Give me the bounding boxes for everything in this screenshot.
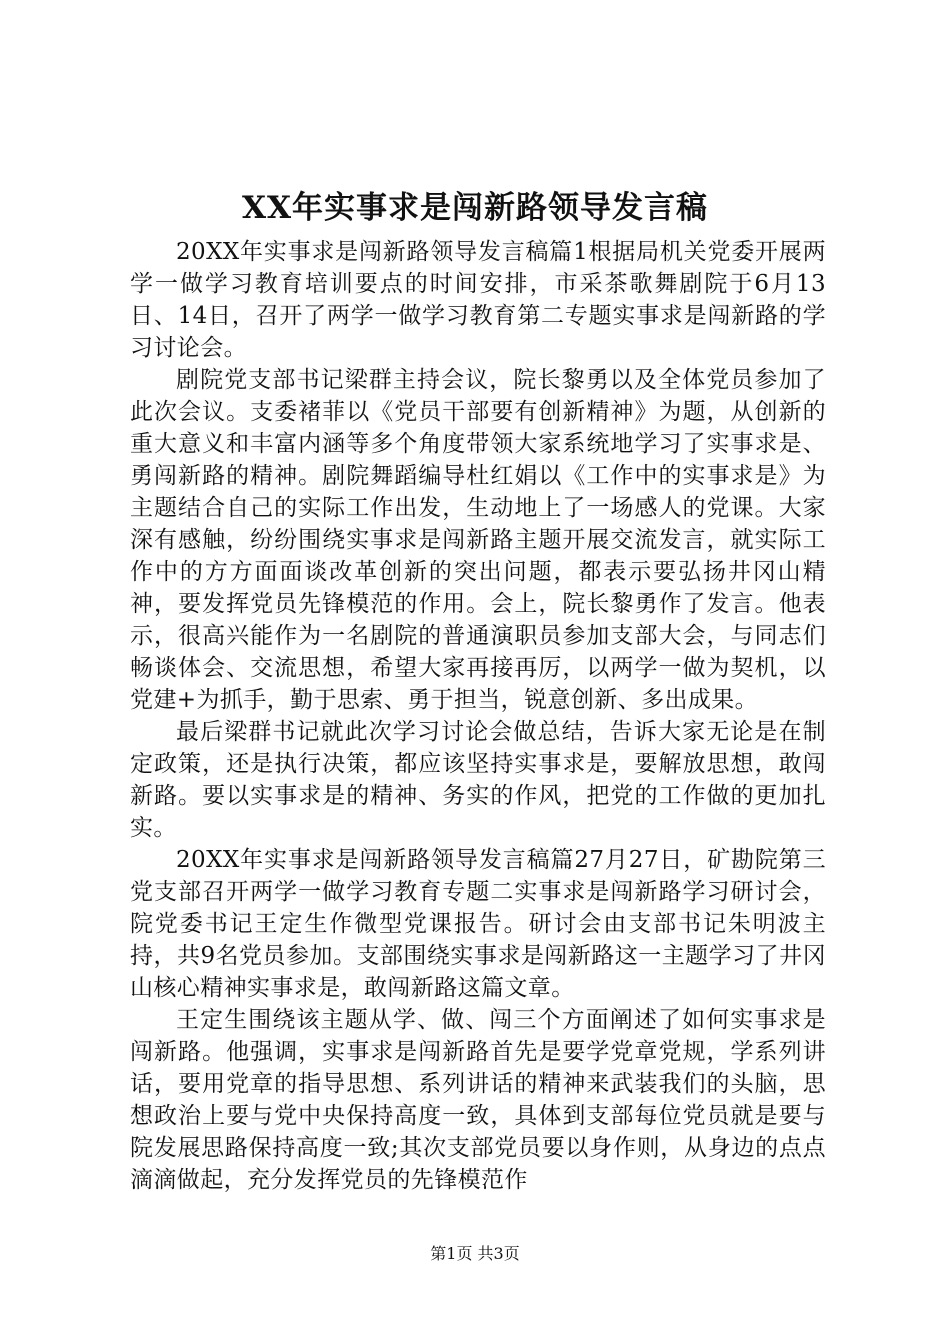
- page-footer: 第1页 共3页: [430, 1244, 520, 1263]
- paragraph: 剧院党支部书记梁群主持会议，院长黎勇以及全体党员参加了此次会议。支委褚菲以《党员干部要有创新精神》为题，从创新的重大意义和丰富内涵等多个角度带领大家系统地学习了实事求是、勇闯新路的精神。剧院舞蹈编导杜红娟以《工作中的实事求是》为主题结合自己的实际工作出发，生动地上了一场感人的党课。大家深有感触，纷纷围绕实事求是闯新路主题开展交流发言，就实际工作中的方方面面谈改革创新的突出问题，都表示要弘扬井冈山精神，要发挥党员先锋模范的作用。会上，院长黎勇作了发言。他表示，很高兴能作为一名剧院的普通演职员参加支部大会，与同志们畅谈体会、交流思想，希望大家再接再厉，以两学一做为契机，以党建+为抓手，勤于思索、勇于担当，锐意创新、多出成果。: [130, 367, 826, 713]
- document-title: XX年实事求是闯新路领导发言稿: [241, 190, 709, 226]
- paragraph: 王定生围绕该主题从学、做、闯三个方面阐述了如何实事求是闯新路。他强调，实事求是闯新路首先是要学党章党规，学系列讲话，要用党章的指导思想、系列讲话的精神来武装我们的头脑，思想政治上要与党中央保持高度一致，具体到支部每位党员就是要与院发展思路保持高度一致;其次支部党员要以身作则，从身边的点点滴滴做起，充分发挥党员的先锋模范作: [130, 1007, 826, 1193]
- paragraph: 20XX年实事求是闯新路领导发言稿篇1根据局机关党委开展两学一做学习教育培训要点的时间安排，市采茶歌舞剧院于6月13日、14日，召开了两学一做学习教育第二专题实事求是闯新路的学习讨论会。: [130, 239, 826, 361]
- paragraph: 20XX年实事求是闯新路领导发言稿篇27月27日，矿勘院第三党支部召开两学一做学习教育专题二实事求是闯新路学习研讨会，院党委书记王定生作微型党课报告。研讨会由支部书记朱明波主持，共9名党员参加。支部围绕实事求是闯新路这一主题学习了井冈山核心精神实事求是，敢闯新路这篇文章。: [130, 847, 826, 1001]
- paragraph: 最后梁群书记就此次学习讨论会做总结，告诉大家无论是在制定政策，还是执行决策，都应该坚持实事求是，要解放思想，敢闯新路。要以实事求是的精神、务实的作风，把党的工作做的更加扎实。: [130, 719, 826, 841]
- document-body: [130, 236, 826, 1196]
